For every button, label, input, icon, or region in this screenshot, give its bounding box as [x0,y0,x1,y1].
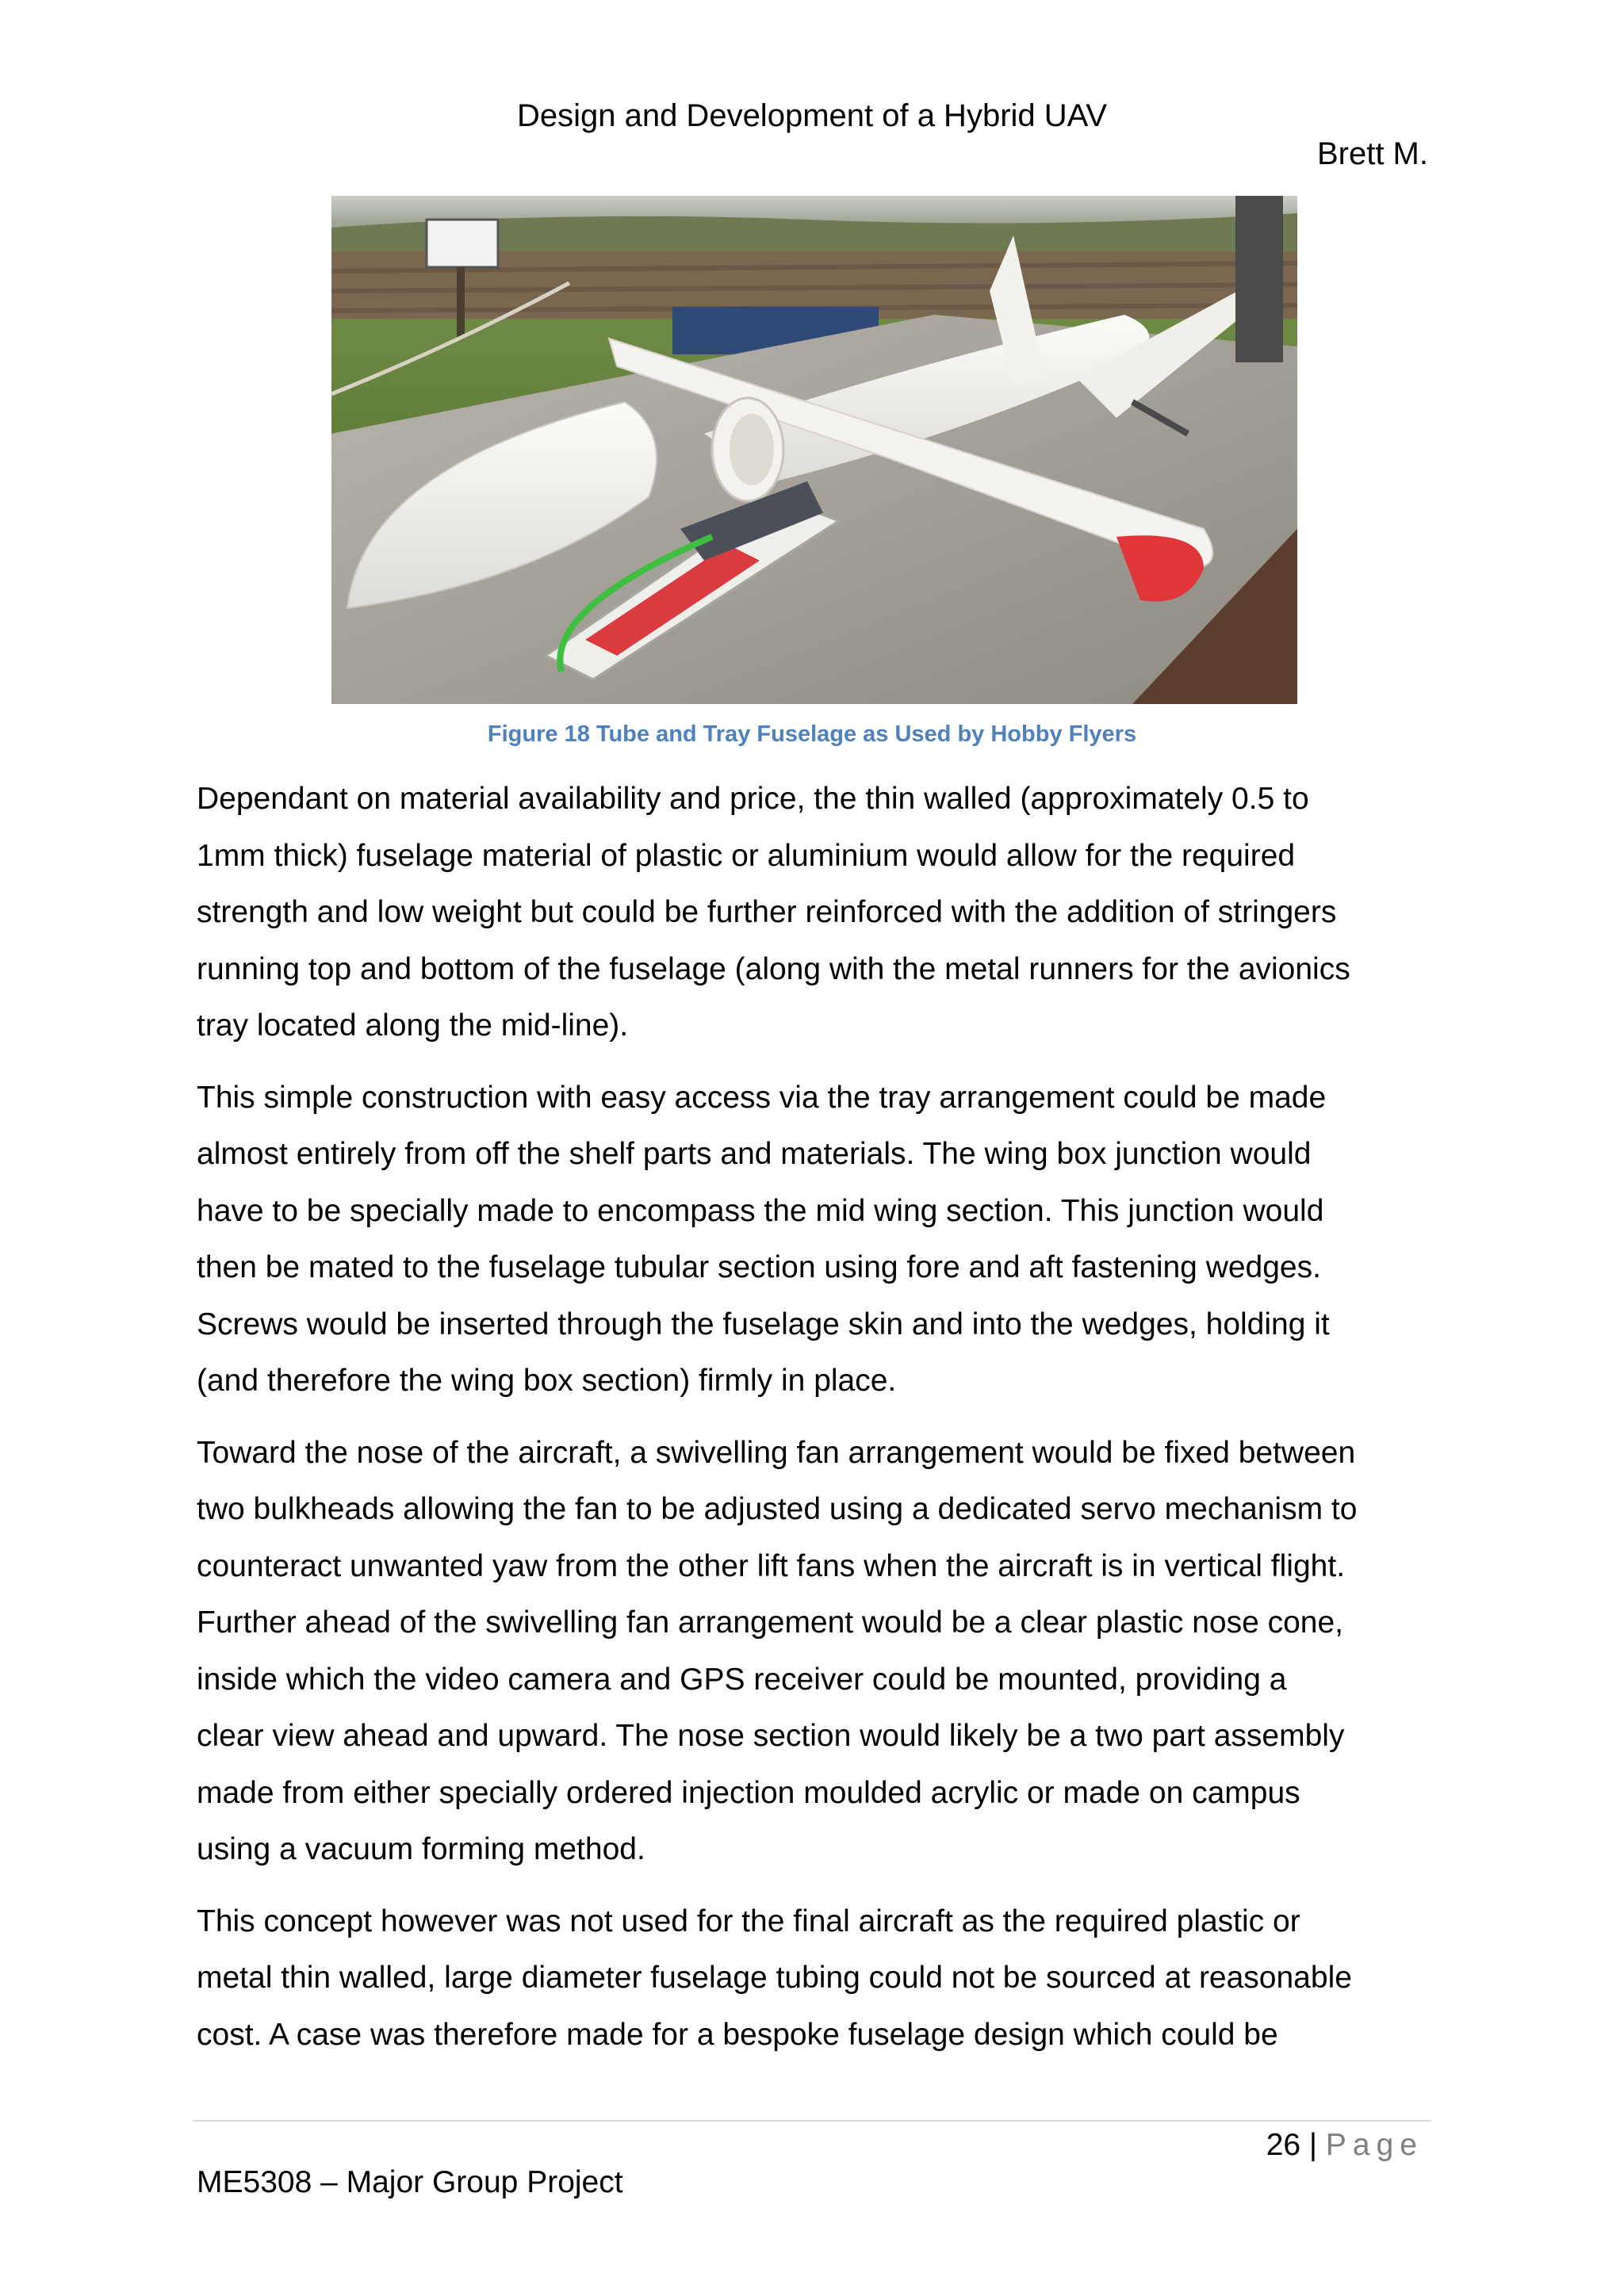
hobby-aircraft-photo [331,196,1297,704]
text-line: two bulkheads allowing the fan to be adjusted using a dedicated servo mechanism to [197,1492,1358,1526]
text-line: Further ahead of the swivelling fan arrangement would be a clear plastic nose cone, [197,1605,1344,1640]
text-line: running top and bottom of the fuselage (along with the metal runners for the avionics [197,951,1350,986]
text-line: tray located along the mid-line). [197,1008,629,1043]
text-line: counteract unwanted yaw from the other lift fans when the aircraft is in vertical flight. [197,1548,1346,1583]
text-line: clear view ahead and upward. The nose section would likely be a two part assembly [197,1719,1345,1753]
text-line: (and therefore the wing box section) firmly in place. [197,1364,897,1398]
text-line: almost entirely from off the shelf parts and materials. The wing box junction would [197,1137,1312,1171]
text-line: strength and low weight but could be further reinforced with the addition of stringers [197,895,1337,929]
text-line: inside which the video camera and GPS receiver could be mounted, providing a [197,1662,1287,1697]
text-line: This concept however was not used for the final aircraft as the required plastic or [197,1904,1300,1938]
page-number-value: 26 [1266,2128,1301,2162]
page-number [1266,2125,1423,2166]
text-line: using a vacuum forming method. [197,1832,645,1866]
body-text [197,771,1434,2078]
course-name: ME5308 – Major Group Project [197,2165,623,2199]
text-line: Screws would be inserted through the fuselage skin and into the wedges, holding it [197,1307,1330,1341]
document-title: Design and Development of a Hybrid UAV [516,98,1108,133]
paragraph [197,1070,1434,1410]
text-line: made from either specially ordered injection moulded acrylic or made on campus [197,1775,1300,1810]
page-label: Page [1325,2128,1423,2162]
paragraph [197,1893,1434,2064]
text-line: metal thin walled, large diameter fuselage tubing could not be sourced at reasonable [197,1961,1352,1995]
text-line: 1mm thick) fuselage material of plastic or aluminium would allow for the required [197,838,1296,873]
text-line: cost. A case was therefore made for a bespoke fuselage design which could be [197,2017,1278,2052]
paragraph [197,1425,1434,1878]
text-line: Dependant on material availability and price, the thin walled (approximately 0.5 to [197,782,1309,816]
figure-photo [331,196,1297,704]
text-line: then be mated to the fuselage tubular section using fore and aft fastening wedges. [197,1250,1321,1284]
page-separator: | [1308,2128,1318,2162]
text-line: This simple construction with easy access via the tray arrangement could be made [197,1080,1327,1115]
paragraph [197,771,1434,1054]
footer-divider [193,2120,1431,2122]
figure-caption: Figure 18 Tube and Tray Fuselage as Used by Hobby Flyers [487,721,1137,747]
text-line: have to be specially made to encompass the mid wing section. This junction would [197,1193,1324,1228]
text-line: Toward the nose of the aircraft, a swivelling fan arrangement would be fixed between [197,1435,1356,1470]
document-author: Brett M. [1316,136,1428,171]
